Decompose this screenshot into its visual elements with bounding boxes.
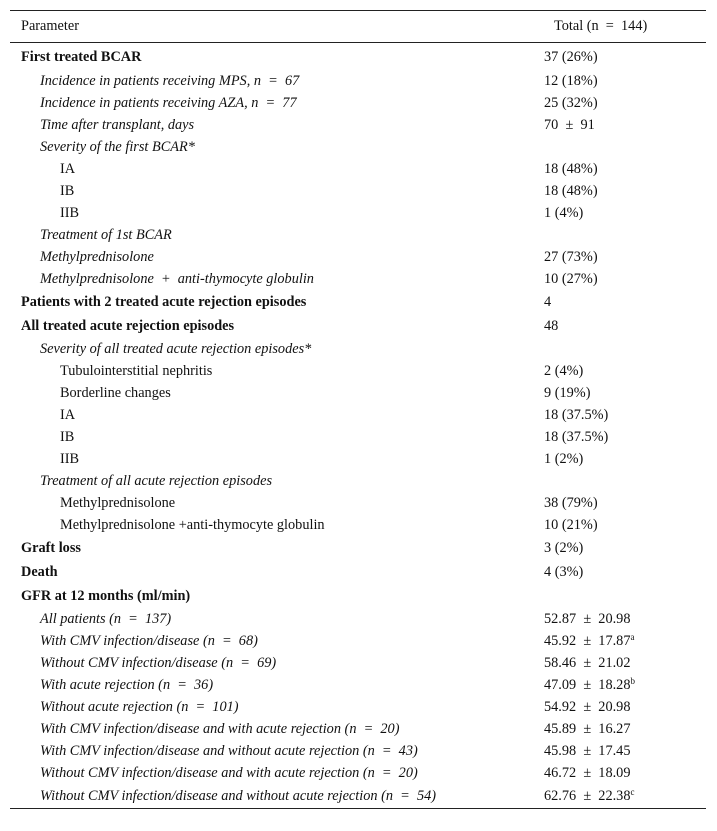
header-total: Total (n = 144) <box>534 11 706 43</box>
footnote-marker: a <box>630 631 635 642</box>
row-value <box>534 180 706 202</box>
results-table-container <box>10 10 706 809</box>
row-value-text: 4 <box>544 293 552 310</box>
row-value <box>534 492 706 514</box>
row-label: First treated BCAR <box>21 49 142 65</box>
row-label: Time after transplant, days <box>40 116 195 133</box>
row-value <box>534 246 706 268</box>
row-label: Incidence in patients receiving AZA, n = 77 <box>40 94 297 111</box>
row-value-text: 1 (4%) <box>544 204 584 221</box>
table-row <box>10 652 706 674</box>
table-row <box>10 560 706 584</box>
table-row <box>10 70 706 92</box>
row-label: Severity of the first BCAR* <box>40 138 195 155</box>
table-row <box>10 158 706 180</box>
row-value-text: 4 (3%) <box>544 563 584 580</box>
row-value-text: 18 (37.5%) <box>544 406 609 423</box>
row-value-text: 10 (27%) <box>544 270 598 287</box>
table-row <box>10 382 706 404</box>
row-value <box>534 608 706 630</box>
row-value-text: 58.46 ± 21.02 <box>544 654 631 671</box>
row-value <box>534 92 706 114</box>
table-row <box>10 584 706 608</box>
table-row <box>10 608 706 630</box>
row-label: IA <box>60 406 76 423</box>
row-label: Graft loss <box>21 539 81 556</box>
row-label: Incidence in patients receiving MPS, n = 67 <box>40 72 300 89</box>
row-label: Treatment of 1st BCAR <box>40 226 172 243</box>
row-label: Patients with 2 treated acute rejection episodes <box>21 293 307 310</box>
row-label: IIB <box>60 204 80 221</box>
row-value <box>534 674 706 696</box>
row-value <box>534 136 706 158</box>
row-label: Death <box>21 563 58 580</box>
row-value-text: 46.72 ± 18.09 <box>544 764 631 781</box>
row-value <box>534 382 706 404</box>
row-label: Methylprednisolone + anti-thymocyte globulin <box>40 270 314 287</box>
table-row <box>10 674 706 696</box>
row-label: IIB <box>60 450 80 467</box>
row-label: Methylprednisolone <box>60 494 176 511</box>
table-row <box>10 762 706 784</box>
row-value <box>534 784 706 809</box>
table-row <box>10 514 706 536</box>
table-row <box>10 202 706 224</box>
row-value-text: 54.92 ± 20.98 <box>544 698 631 715</box>
table-row <box>10 404 706 426</box>
row-value <box>534 718 706 740</box>
row-label: Without CMV infection/disease (n = 69) <box>40 654 277 671</box>
row-value-text: 18 (48%) <box>544 160 598 177</box>
row-label: IA <box>60 160 76 177</box>
results-table <box>10 10 706 809</box>
table-row <box>10 92 706 114</box>
row-value <box>534 338 706 360</box>
table-row <box>10 246 706 268</box>
row-label: With acute rejection (n = 36) <box>40 676 214 693</box>
row-value <box>534 426 706 448</box>
row-value-text: 25 (32%) <box>544 94 598 111</box>
row-value-text: 12 (18%) <box>544 72 598 89</box>
footnote-marker: b <box>630 675 635 686</box>
row-value <box>534 762 706 784</box>
row-value <box>534 630 706 652</box>
table-row <box>10 290 706 314</box>
row-label: GFR at 12 months (ml/min) <box>21 587 191 604</box>
row-value <box>534 514 706 536</box>
row-value <box>534 290 706 314</box>
row-value-text: 48 <box>544 317 559 334</box>
row-value <box>534 536 706 560</box>
row-label: Methylprednisolone <box>40 248 154 265</box>
table-row <box>10 492 706 514</box>
table-row <box>10 696 706 718</box>
row-value <box>534 470 706 492</box>
row-value-text: 18 (48%) <box>544 182 598 199</box>
footnote-marker: c <box>630 786 635 797</box>
row-value-text: 10 (21%) <box>544 516 598 533</box>
row-value <box>534 404 706 426</box>
row-value-text: 52.87 ± 20.98 <box>544 610 631 627</box>
table-row <box>10 338 706 360</box>
row-label: IB <box>60 428 75 445</box>
table-row <box>10 740 706 762</box>
row-value-text: 45.89 ± 16.27 <box>544 720 631 737</box>
row-label: Without CMV infection/disease and without acute rejection (n = 54) <box>10 784 534 809</box>
row-value <box>534 448 706 470</box>
row-value-text: 3 (2%) <box>544 539 584 556</box>
row-value <box>534 652 706 674</box>
table-row <box>10 43 706 71</box>
row-value <box>534 202 706 224</box>
row-value-text: 1 (2%) <box>544 450 584 467</box>
row-label: Borderline changes <box>60 384 171 401</box>
row-value-text: 38 (79%) <box>544 494 598 511</box>
table-row <box>10 136 706 158</box>
row-label: Tubulointerstitial nephritis <box>60 362 213 379</box>
row-label: Without CMV infection/disease and with acute rejection (n = 20) <box>40 764 418 781</box>
row-value <box>534 70 706 92</box>
table-row <box>10 448 706 470</box>
table-row <box>10 268 706 290</box>
table-body <box>10 43 706 809</box>
table-row <box>10 114 706 136</box>
row-label: All patients (n = 137) <box>40 610 172 627</box>
row-value <box>534 584 706 608</box>
table-row <box>10 718 706 740</box>
table-row <box>10 180 706 202</box>
row-label: With CMV infection/disease (n = 68) <box>40 632 258 649</box>
table-header <box>10 11 706 43</box>
table-row <box>10 426 706 448</box>
row-value-text: 2 (4%) <box>544 362 584 379</box>
row-value <box>534 314 706 338</box>
row-value-text: 47.09 ± 18.28 <box>544 676 631 693</box>
row-value-text: 37 (26%) <box>544 49 598 65</box>
row-label: IB <box>60 182 75 199</box>
table-row <box>10 784 706 809</box>
table-row <box>10 536 706 560</box>
row-value-text: 62.76 ± 22.38 <box>544 787 631 804</box>
row-label: With CMV infection/disease and with acute rejection (n = 20) <box>40 720 400 737</box>
row-value <box>534 560 706 584</box>
header-parameter: Parameter <box>10 11 534 43</box>
row-label: Without acute rejection (n = 101) <box>40 698 239 715</box>
row-value <box>534 740 706 762</box>
row-value-text: 70 ± 91 <box>544 116 595 133</box>
row-value <box>534 114 706 136</box>
row-value-text: 9 (19%) <box>544 384 591 401</box>
table-row <box>10 314 706 338</box>
table-row <box>10 360 706 382</box>
row-value <box>534 43 706 71</box>
row-value <box>534 158 706 180</box>
row-value <box>534 224 706 246</box>
row-value-text: 18 (37.5%) <box>544 428 609 445</box>
header-row <box>10 11 706 43</box>
row-value-text: 45.98 ± 17.45 <box>544 742 631 759</box>
row-value <box>534 268 706 290</box>
row-label: Severity of all treated acute rejection episodes* <box>40 340 312 357</box>
row-label: Methylprednisolone +anti-thymocyte globulin <box>60 516 325 533</box>
row-label: All treated acute rejection episodes <box>21 317 235 334</box>
row-value <box>534 696 706 718</box>
row-label: Treatment of all acute rejection episodes <box>40 472 273 489</box>
row-label: With CMV infection/disease and without acute rejection (n = 43) <box>40 742 418 759</box>
row-value-text: 45.92 ± 17.87 <box>544 632 631 649</box>
table-row <box>10 470 706 492</box>
row-value-text: 27 (73%) <box>544 248 598 265</box>
row-value <box>534 360 706 382</box>
table-row <box>10 630 706 652</box>
table-row <box>10 224 706 246</box>
